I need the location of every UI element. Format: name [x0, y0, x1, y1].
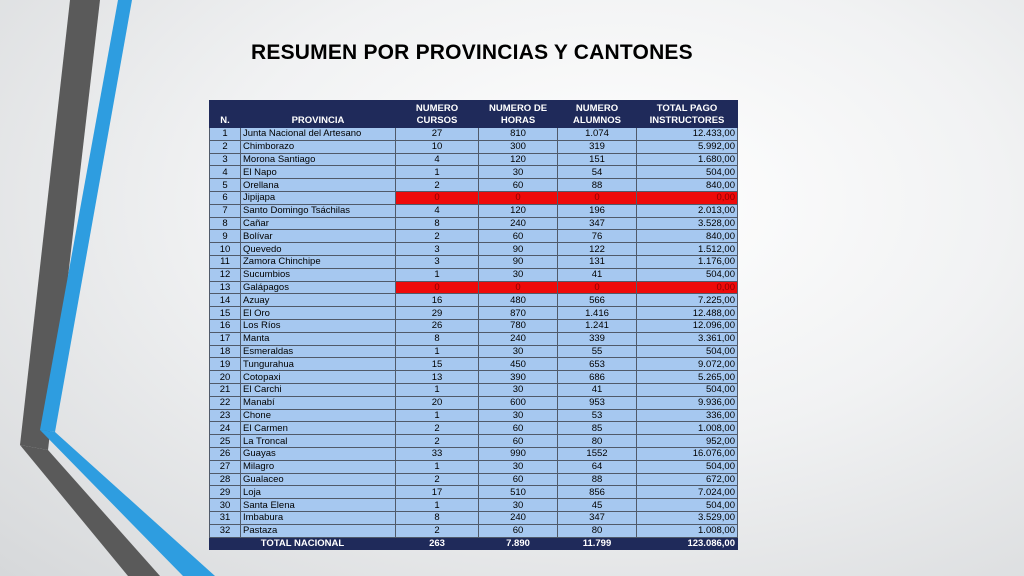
cell-pago: 952,00: [637, 435, 738, 448]
cell-horas: 90: [479, 255, 558, 268]
cell-n: 16: [210, 319, 241, 332]
cell-cursos: 2: [396, 524, 479, 537]
cell-n: 12: [210, 268, 241, 281]
cell-cursos: 1: [396, 268, 479, 281]
cell-pago: 12.488,00: [637, 307, 738, 320]
table-row: [210, 255, 738, 268]
cell-pago: 9.936,00: [637, 396, 738, 409]
cell-cursos: 4: [396, 204, 479, 217]
cell-n: 31: [210, 511, 241, 524]
cell-cursos: 13: [396, 371, 479, 384]
table-row: [210, 243, 738, 256]
cell-n: 19: [210, 358, 241, 371]
cell-provincia: El Oro: [241, 307, 396, 320]
cell-n: 23: [210, 409, 241, 422]
cell-cursos: 27: [396, 128, 479, 141]
cell-n: 13: [210, 281, 241, 294]
cell-n: 32: [210, 524, 241, 537]
cell-provincia: Junta Nacional del Artesano: [241, 128, 396, 141]
cell-pago: 16.076,00: [637, 447, 738, 460]
cell-provincia: Orellana: [241, 179, 396, 192]
cell-provincia: Chimborazo: [241, 140, 396, 153]
cell-horas: 600: [479, 396, 558, 409]
cell-horas: 60: [479, 422, 558, 435]
cell-alumnos: 88: [558, 473, 637, 486]
summary-table: [209, 100, 738, 550]
cell-pago: 840,00: [637, 230, 738, 243]
cell-n: 9: [210, 230, 241, 243]
cell-provincia: Manta: [241, 332, 396, 345]
table-row: [210, 422, 738, 435]
cell-horas: 480: [479, 294, 558, 307]
cell-n: 25: [210, 435, 241, 448]
cell-cursos: 1: [396, 166, 479, 179]
cell-n: 8: [210, 217, 241, 230]
cell-horas: 240: [479, 511, 558, 524]
cell-alumnos: 0: [558, 191, 637, 204]
cell-cursos: 1: [396, 345, 479, 358]
cell-n: 20: [210, 371, 241, 384]
cell-pago: 1.008,00: [637, 524, 738, 537]
cell-n: 27: [210, 460, 241, 473]
header-horas: NUMERO DE HORAS: [479, 101, 558, 128]
cell-n: 2: [210, 140, 241, 153]
cell-horas: 60: [479, 179, 558, 192]
cell-pago: 9.072,00: [637, 358, 738, 371]
cell-provincia: Bolívar: [241, 230, 396, 243]
table-row: [210, 499, 738, 512]
cell-cursos: 2: [396, 230, 479, 243]
cell-horas: 810: [479, 128, 558, 141]
cell-horas: 390: [479, 371, 558, 384]
cell-provincia: Manabí: [241, 396, 396, 409]
cell-alumnos: 85: [558, 422, 637, 435]
table-row: [210, 268, 738, 281]
cell-horas: 510: [479, 486, 558, 499]
cell-provincia: Pastaza: [241, 524, 396, 537]
header-n: N.: [210, 101, 241, 128]
cell-pago: 1.680,00: [637, 153, 738, 166]
table-row: [210, 191, 738, 204]
cell-pago: 504,00: [637, 268, 738, 281]
cell-cursos: 2: [396, 473, 479, 486]
table-row: [210, 179, 738, 192]
cell-provincia: Zamora Chinchipe: [241, 255, 396, 268]
cell-pago: 5.992,00: [637, 140, 738, 153]
cell-alumnos: 953: [558, 396, 637, 409]
table-row: [210, 230, 738, 243]
cell-provincia: Santo Domingo Tsáchilas: [241, 204, 396, 217]
cell-cursos: 4: [396, 153, 479, 166]
cell-horas: 870: [479, 307, 558, 320]
cell-horas: 60: [479, 435, 558, 448]
header-cursos: NUMERO CURSOS: [396, 101, 479, 128]
cell-alumnos: 196: [558, 204, 637, 217]
table-header-row: [210, 101, 738, 128]
cell-alumnos: 339: [558, 332, 637, 345]
cell-provincia: Gualaceo: [241, 473, 396, 486]
table-row: [210, 217, 738, 230]
cell-alumnos: 566: [558, 294, 637, 307]
cell-pago: 12.433,00: [637, 128, 738, 141]
cell-cursos: 16: [396, 294, 479, 307]
cell-n: 14: [210, 294, 241, 307]
cell-pago: 1.512,00: [637, 243, 738, 256]
cell-provincia: Cañar: [241, 217, 396, 230]
table-row: [210, 511, 738, 524]
cell-horas: 30: [479, 345, 558, 358]
cell-provincia: Sucumbios: [241, 268, 396, 281]
cell-alumnos: 64: [558, 460, 637, 473]
table-row: [210, 447, 738, 460]
cell-horas: 30: [479, 268, 558, 281]
cell-n: 11: [210, 255, 241, 268]
table-row: [210, 460, 738, 473]
cell-provincia: Esmeraldas: [241, 345, 396, 358]
table-row: [210, 486, 738, 499]
cell-alumnos: 80: [558, 435, 637, 448]
cell-horas: 30: [479, 499, 558, 512]
table-row: [210, 153, 738, 166]
cell-horas: 240: [479, 332, 558, 345]
cell-n: 30: [210, 499, 241, 512]
table-row: [210, 383, 738, 396]
cell-alumnos: 319: [558, 140, 637, 153]
cell-alumnos: 76: [558, 230, 637, 243]
cell-pago: 1.176,00: [637, 255, 738, 268]
cell-pago: 336,00: [637, 409, 738, 422]
cell-pago: 504,00: [637, 383, 738, 396]
cell-provincia: Cotopaxi: [241, 371, 396, 384]
cell-horas: 30: [479, 166, 558, 179]
cell-n: 28: [210, 473, 241, 486]
cell-cursos: 2: [396, 435, 479, 448]
table-row: [210, 409, 738, 422]
total-horas: 7.890: [479, 537, 558, 550]
page-title: RESUMEN POR PROVINCIAS Y CANTONES: [251, 41, 693, 64]
cell-cursos: 33: [396, 447, 479, 460]
cell-n: 6: [210, 191, 241, 204]
table-row: [210, 473, 738, 486]
cell-pago: 504,00: [637, 345, 738, 358]
cell-n: 21: [210, 383, 241, 396]
cell-alumnos: 347: [558, 511, 637, 524]
cell-pago: 5.265,00: [637, 371, 738, 384]
cell-n: 7: [210, 204, 241, 217]
cell-alumnos: 151: [558, 153, 637, 166]
cell-cursos: 0: [396, 281, 479, 294]
cell-alumnos: 88: [558, 179, 637, 192]
cell-alumnos: 347: [558, 217, 637, 230]
cell-horas: 240: [479, 217, 558, 230]
cell-n: 24: [210, 422, 241, 435]
cell-provincia: Quevedo: [241, 243, 396, 256]
cell-cursos: 8: [396, 332, 479, 345]
table-row: [210, 358, 738, 371]
table-row: [210, 281, 738, 294]
cell-cursos: 1: [396, 460, 479, 473]
cell-cursos: 0: [396, 191, 479, 204]
cell-provincia: Los Ríos: [241, 319, 396, 332]
header-alumnos: NUMERO ALUMNOS: [558, 101, 637, 128]
cell-n: 18: [210, 345, 241, 358]
cell-pago: 7.024,00: [637, 486, 738, 499]
cell-alumnos: 41: [558, 268, 637, 281]
cell-provincia: El Carmen: [241, 422, 396, 435]
header-provincia: PROVINCIA: [241, 101, 396, 128]
cell-alumnos: 0: [558, 281, 637, 294]
cell-n: 29: [210, 486, 241, 499]
cell-cursos: 29: [396, 307, 479, 320]
cell-horas: 0: [479, 281, 558, 294]
cell-alumnos: 686: [558, 371, 637, 384]
cell-alumnos: 1.241: [558, 319, 637, 332]
cell-cursos: 2: [396, 422, 479, 435]
cell-cursos: 1: [396, 499, 479, 512]
cell-horas: 120: [479, 153, 558, 166]
cell-cursos: 26: [396, 319, 479, 332]
cell-horas: 990: [479, 447, 558, 460]
cell-n: 15: [210, 307, 241, 320]
cell-alumnos: 653: [558, 358, 637, 371]
total-row: [210, 537, 738, 550]
cell-alumnos: 45: [558, 499, 637, 512]
cell-cursos: 2: [396, 179, 479, 192]
cell-cursos: 3: [396, 243, 479, 256]
cell-cursos: 1: [396, 409, 479, 422]
cell-pago: 7.225,00: [637, 294, 738, 307]
cell-horas: 30: [479, 409, 558, 422]
cell-alumnos: 54: [558, 166, 637, 179]
cell-horas: 30: [479, 383, 558, 396]
cell-pago: 672,00: [637, 473, 738, 486]
total-alumnos: 11.799: [558, 537, 637, 550]
cell-provincia: Tungurahua: [241, 358, 396, 371]
cell-horas: 0: [479, 191, 558, 204]
cell-provincia: Chone: [241, 409, 396, 422]
cell-n: 5: [210, 179, 241, 192]
cell-horas: 450: [479, 358, 558, 371]
cell-pago: 3.529,00: [637, 511, 738, 524]
cell-provincia: Loja: [241, 486, 396, 499]
cell-horas: 90: [479, 243, 558, 256]
cell-provincia: El Napo: [241, 166, 396, 179]
cell-horas: 120: [479, 204, 558, 217]
cell-provincia: Morona Santiago: [241, 153, 396, 166]
cell-provincia: Milagro: [241, 460, 396, 473]
cell-n: 22: [210, 396, 241, 409]
cell-provincia: Galápagos: [241, 281, 396, 294]
cell-provincia: Guayas: [241, 447, 396, 460]
cell-pago: 504,00: [637, 460, 738, 473]
cell-pago: 0,00: [637, 191, 738, 204]
cell-alumnos: 80: [558, 524, 637, 537]
cell-alumnos: 53: [558, 409, 637, 422]
cell-pago: 504,00: [637, 166, 738, 179]
cell-cursos: 17: [396, 486, 479, 499]
table-row: [210, 166, 738, 179]
table-row: [210, 319, 738, 332]
cell-cursos: 8: [396, 511, 479, 524]
cell-n: 10: [210, 243, 241, 256]
cell-cursos: 3: [396, 255, 479, 268]
cell-n: 3: [210, 153, 241, 166]
cell-provincia: Azuay: [241, 294, 396, 307]
table-row: [210, 396, 738, 409]
cell-pago: 2.013,00: [637, 204, 738, 217]
table-row: [210, 345, 738, 358]
cell-alumnos: 1552: [558, 447, 637, 460]
cell-pago: 840,00: [637, 179, 738, 192]
cell-provincia: Jipijapa: [241, 191, 396, 204]
cell-horas: 60: [479, 473, 558, 486]
cell-cursos: 1: [396, 383, 479, 396]
cell-provincia: La Troncal: [241, 435, 396, 448]
header-pago: TOTAL PAGO INSTRUCTORES: [637, 101, 738, 128]
cell-provincia: Santa Elena: [241, 499, 396, 512]
table-row: [210, 294, 738, 307]
table-row: [210, 332, 738, 345]
cell-horas: 60: [479, 524, 558, 537]
cell-alumnos: 131: [558, 255, 637, 268]
cell-alumnos: 1.416: [558, 307, 637, 320]
table-row: [210, 128, 738, 141]
cell-horas: 300: [479, 140, 558, 153]
cell-alumnos: 122: [558, 243, 637, 256]
cell-cursos: 8: [396, 217, 479, 230]
cell-alumnos: 41: [558, 383, 637, 396]
cell-pago: 1.008,00: [637, 422, 738, 435]
cell-n: 26: [210, 447, 241, 460]
cell-pago: 504,00: [637, 499, 738, 512]
table-row: [210, 204, 738, 217]
total-pago: 123.086,00: [637, 537, 738, 550]
cell-alumnos: 55: [558, 345, 637, 358]
table-row: [210, 524, 738, 537]
cell-provincia: El Carchi: [241, 383, 396, 396]
cell-provincia: Imbabura: [241, 511, 396, 524]
cell-cursos: 20: [396, 396, 479, 409]
total-label: TOTAL NACIONAL: [210, 537, 396, 550]
cell-pago: 12.096,00: [637, 319, 738, 332]
cell-n: 4: [210, 166, 241, 179]
table-row: [210, 435, 738, 448]
cell-horas: 30: [479, 460, 558, 473]
cell-alumnos: 1.074: [558, 128, 637, 141]
cell-pago: 3.361,00: [637, 332, 738, 345]
cell-pago: 3.528,00: [637, 217, 738, 230]
table-row: [210, 371, 738, 384]
cell-cursos: 15: [396, 358, 479, 371]
cell-n: 1: [210, 128, 241, 141]
table-row: [210, 307, 738, 320]
cell-horas: 780: [479, 319, 558, 332]
table-row: [210, 140, 738, 153]
total-cursos: 263: [396, 537, 479, 550]
cell-pago: 0,00: [637, 281, 738, 294]
cell-cursos: 10: [396, 140, 479, 153]
cell-n: 17: [210, 332, 241, 345]
cell-horas: 60: [479, 230, 558, 243]
cell-alumnos: 856: [558, 486, 637, 499]
